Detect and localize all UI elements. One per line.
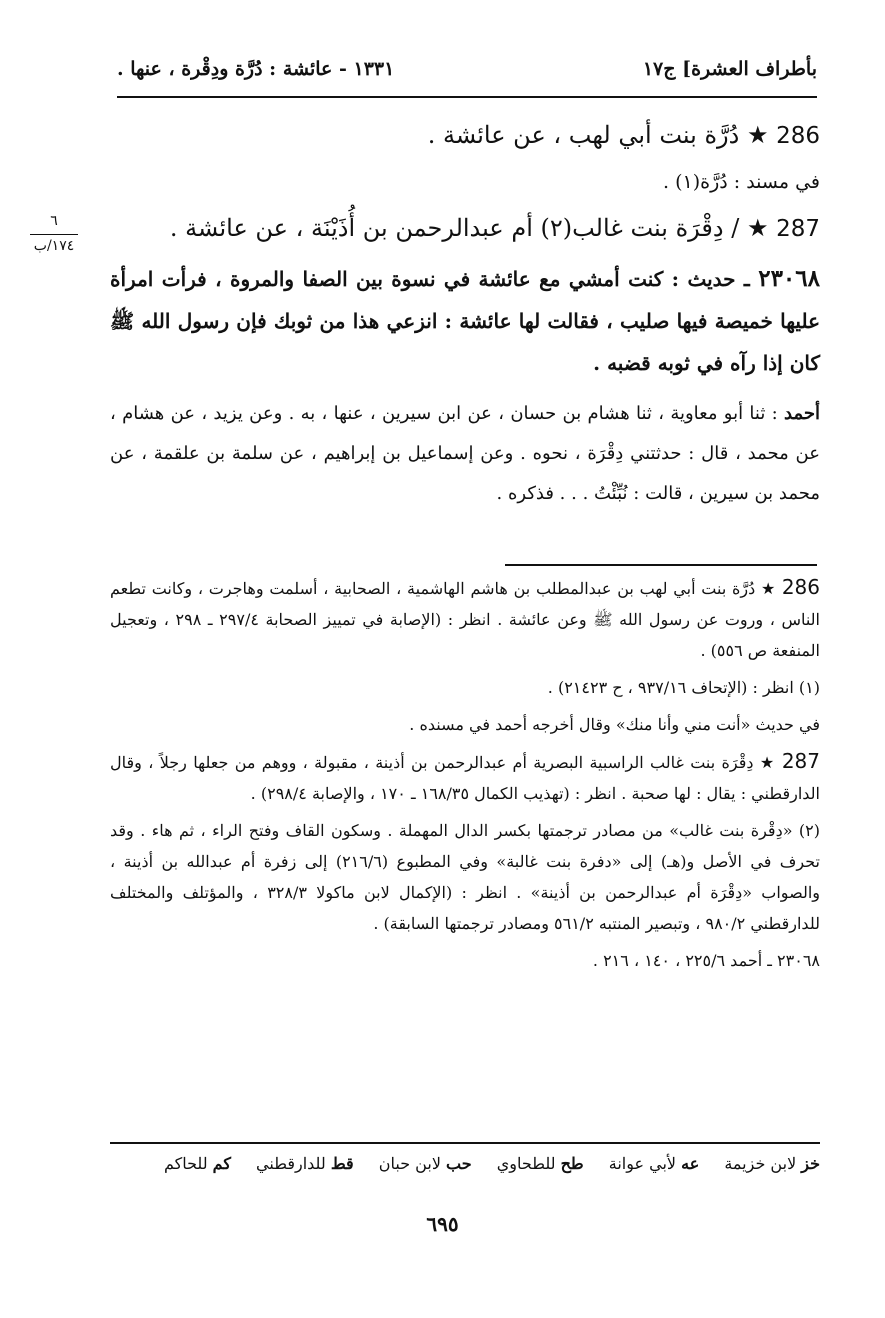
margin-note — [30, 210, 78, 257]
margin-note-ref: ١٧٤/ب — [33, 238, 75, 254]
entry-287 — [110, 203, 820, 254]
entry-number: 286 — [776, 123, 820, 149]
legend-abbr: طح — [560, 1154, 584, 1173]
footnote-2: (٢) «دِقْرة بنت غالب» من مصادر ترجمتها بكسر الدال المهملة . وسكون القاف وفتح الراء ، ثم هاء . وقد تحرف في الأصل و(هـ) إلى «دفرة بنت غالبة» وفي المطبوع (٢١٦/٦) إلى زفرة أم عبدالله بن أذينة ، والصواب «دِقْرَة أم عبدالرحمن بن أذينة» . انظر : (الإكمال لابن ماكولا ٣٢٨/٣ ، والمؤتلف والمختلف للدارقطني ٩٨٠/٢ ، وتبصير المنتبه ٥٦١/٢ ومصادر ترجمتها السابقة) . — [110, 821, 820, 933]
star-icon: ★ — [746, 214, 769, 242]
legend-rule — [110, 1142, 820, 1144]
legend-item — [609, 1154, 700, 1173]
entry-text: / دِقْرَة بنت غالب(٢) أم عبدالرحمن بن أُذَيْنَة ، عن عائشة . — [169, 214, 740, 242]
main-text — [110, 110, 820, 514]
legend-item — [256, 1154, 354, 1173]
footnote-text: دُرَّة بنت أبي لهب بن عبدالمطلب بن هاشم الهاشمية ، الصحابية ، أسلمت وهاجرت ، وكانت تطعم الناس ، وروت عن رسول الله ﷺ وعن عائشة . انظر : (الإصابة في تمييز الصحابة ٢٩٧/٤ ـ ٢٩٨ ، وتعجيل المنفعة ص ٥٥٦) . — [110, 579, 820, 660]
footnote-number: 287 — [781, 749, 821, 773]
legend-item — [164, 1154, 231, 1173]
hadith-number: ٢٣٠٦٨ — [758, 265, 820, 292]
footnote-287 — [110, 746, 820, 809]
entry-286 — [110, 110, 820, 161]
running-header — [117, 50, 817, 90]
footnote-rule — [505, 564, 817, 566]
legend-name: للدارقطني — [256, 1154, 326, 1173]
entry-286-sub: في مسند : دُرَّة(١) . — [663, 171, 820, 193]
legend-name: لابن خزيمة — [724, 1154, 797, 1173]
isnad-text — [110, 394, 820, 514]
footnote-hadith-ref: ٢٣٠٦٨ ـ أحمد ٢٢٥/٦ ، ١٤٠ ، ٢١٦ . — [592, 951, 820, 970]
star-icon: ★ — [746, 121, 769, 149]
hadith-body: ـ حديث : كنت أمشي مع عائشة في نسوة بين الصفا والمروة ، فرأت امرأة عليها خميصة فيها صليب ، فقالت لها عائشة : انزعي هذا من ثوبك فإن رسول الله ﷺ كان إذا رآه في ثوبه قضبه . — [110, 267, 820, 375]
entry-text: دُرَّة بنت أبي لهب ، عن عائشة . — [427, 121, 740, 149]
isnad-lead: أحمد — [784, 403, 820, 424]
legend-abbr: خز — [801, 1154, 820, 1173]
legend-abbr: عه — [681, 1154, 700, 1173]
footnote-286 — [110, 572, 820, 666]
legend-name: للحاكم — [163, 1154, 208, 1173]
footnote-number: 286 — [781, 575, 821, 599]
star-icon: ★ — [761, 579, 777, 598]
legend-name: لأبي عوانة — [608, 1154, 677, 1173]
margin-note-number: ٦ — [30, 210, 78, 235]
footnote-1: (١) انظر : (الإتحاف ٩٣٧/١٦ ، ح ٢١٤٢٣) . — [547, 678, 820, 697]
entry-number: 287 — [776, 216, 820, 242]
footnote-1-cont: في حديث «أنت مني وأنا منك» وقال أخرجه أحمد في مسنده . — [409, 715, 820, 734]
isnad-body: : ثنا أبو معاوية ، ثنا هشام بن حسان ، عن ابن سيرين ، عنها ، به . وعن يزيد ، عن هشام ، عن محمد ، قال : حدثتني دِقْرَة ، نحوه . وعن إسماعيل بن إبراهيم ، عن سلمة بن علقمة ، عن محمد بن سيرين ، قالت : نُبِّئْتُ . . . فذكره . — [110, 403, 820, 504]
star-icon: ★ — [759, 753, 776, 772]
abbreviation-legend — [110, 1154, 820, 1173]
page-number: ٦٩٥ — [426, 1212, 459, 1236]
legend-abbr: قط — [330, 1154, 354, 1173]
legend-name: للطحاوي — [496, 1154, 556, 1173]
legend-item — [497, 1154, 584, 1173]
header-section: ١٣٣١ - عائشة : دُرَّة ودِقْرة ، عنها . — [117, 58, 395, 80]
legend-name: لابن حبان — [378, 1154, 441, 1173]
footnotes — [110, 572, 820, 982]
legend-abbr: كم — [212, 1154, 231, 1173]
footnote-text: دِقْرَة بنت غالب الراسبية البصرية أم عبدالرحمن بن أذينة ، مقبولة ، ووهم من جعلها رجلاً ، وقال الدارقطني : يقال : لها صحبة . انظر : (تهذيب الكمال ١٦٨/٣٥ ـ ١٧٠ ، والإصابة ٢٩٨/٤) . — [110, 753, 820, 803]
legend-item — [379, 1154, 472, 1173]
legend-item — [724, 1154, 820, 1173]
header-rule — [117, 96, 817, 98]
header-title: بأطراف العشرة] ج١٧ — [642, 58, 817, 80]
legend-abbr: حب — [446, 1154, 472, 1173]
hadith-text — [110, 258, 820, 384]
